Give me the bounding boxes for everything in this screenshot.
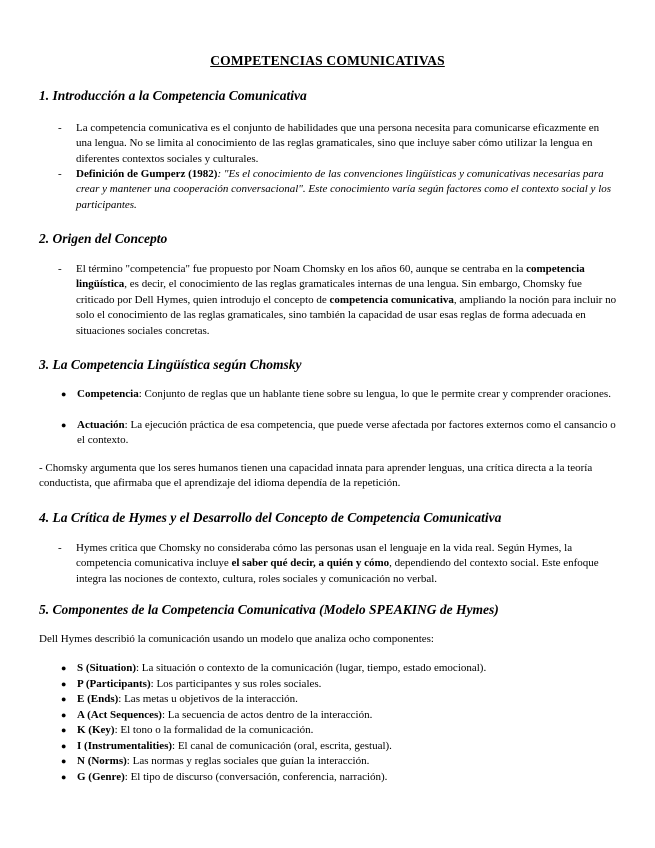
section-5-intro: Dell Hymes describió la comunicación usando un modelo que analiza ocho componentes: — [39, 633, 434, 645]
text-run: : La secuencia de actos dentro de la interacción. — [161, 709, 373, 721]
bold-term: I (Instrumentalities) — [77, 740, 173, 752]
section-2-heading: 2. Origen del Concepto — [39, 231, 168, 246]
document-title: COMPETENCIAS COMUNICATIVAS — [210, 53, 445, 68]
dash-marker: - — [58, 542, 62, 554]
text-run: : La ejecución práctica de esa competencia, que puede verse afectada por factores externos como el cansancio o el contexto. — [77, 419, 616, 447]
dash-marker: - — [58, 168, 62, 180]
bold-term: N (Norms) — [77, 755, 127, 767]
bold-term: P (Participants) — [77, 678, 151, 690]
section-1-item-2-text — [76, 167, 617, 213]
bold-term: Competencia — [77, 388, 139, 400]
bullet-marker: ● — [61, 389, 67, 399]
text-run: : El tono o la formalidad de la comunicación. — [114, 724, 314, 736]
section-3-note: - Chomsky argumenta que los seres humanos tienen una capacidad innata para aprender lenguas, una crítica directa a la teoría conductista, que afirmaba que el aprendizaje del idioma dependía de la repetición. — [39, 462, 593, 490]
speaking-item-text — [77, 754, 617, 769]
bold-term: E (Ends) — [77, 693, 119, 705]
section-2-item-1-text — [76, 262, 617, 339]
text-run: , es decir, el conocimiento de las reglas gramaticales internas de una lengua. Sin embargo, Chomsky fue criticado por Dell Hymes, quien introdujo el concepto de — [76, 278, 582, 306]
bullet-marker: ● — [61, 772, 67, 782]
speaking-item-text — [77, 661, 617, 676]
gumperz-definition-label: Definición de Gumperz (1982) — [76, 168, 218, 180]
section-3-bullet-1-text — [77, 387, 617, 402]
text-run: : La situación o contexto de la comunicación (lugar, tiempo, estado emocional). — [136, 662, 487, 674]
speaking-item-text — [77, 770, 617, 785]
text-run: Hymes critica que Chomsky no consideraba cómo las personas usan el lenguaje en la vida real. Según Hymes, la competencia comunicativa incluye — [76, 542, 573, 570]
text-run: : El tipo de discurso (conversación, conferencia, narración). — [124, 771, 388, 783]
text-run: : El canal de comunicación (oral, escrita, gestual). — [172, 740, 392, 752]
speaking-item-text — [77, 739, 617, 754]
section-3-heading: 3. La Competencia Lingüística según Chomsky — [39, 357, 302, 372]
dash-marker: - — [58, 122, 62, 134]
dash-marker: - — [58, 263, 62, 275]
section-4-heading: 4. La Crítica de Hymes y el Desarrollo del Concepto de Competencia Comunicativa — [39, 510, 502, 525]
bullet-marker: ● — [61, 663, 67, 673]
text-run: El término "competencia" fue propuesto por Noam Chomsky en los años 60, aunque se centraba en la — [76, 263, 527, 275]
section-5-heading: 5. Componentes de la Competencia Comunicativa (Modelo SPEAKING de Hymes) — [39, 602, 499, 617]
bold-term: competencia lingüística — [76, 263, 585, 291]
bullet-marker: ● — [61, 756, 67, 766]
bold-term: A (Act Sequences) — [77, 709, 162, 721]
text-run: , dependiendo del contexto social. Este enfoque integra las nociones de contexto, cultura, roles sociales y comunicación no verbal. — [76, 557, 599, 585]
text-run: : Conjunto de reglas que un hablante tiene sobre su lengua, lo que le permite crear y comprender oraciones. — [138, 388, 611, 400]
section-1-item-1-text: La competencia comunicativa es el conjunto de habilidades que una persona necesita para comunicarse eficazmente en una lengua. No se limita al conocimiento de las reglas gramaticales, sino que incluye saber cómo utilizar la lengua en diferentes contextos sociales y culturales. — [76, 122, 600, 165]
bold-term: S (Situation) — [77, 662, 136, 674]
section-3-bullet-2-text — [77, 418, 617, 449]
speaking-item-text — [77, 708, 617, 723]
bullet-marker: ● — [61, 710, 67, 720]
gumperz-definition-quote: : "Es el conocimiento de las convenciones lingüísticas y comunicativas necesarias para crear y mantener una cooperación conversacional". Este conocimiento varía según factores como el contexto social y los participantes. — [76, 168, 612, 211]
text-run: : Los participantes y sus roles sociales. — [150, 678, 322, 690]
bullet-marker: ● — [61, 741, 67, 751]
bold-term: K (Key) — [77, 724, 115, 736]
bold-term: competencia comunicativa — [329, 293, 454, 306]
bold-term: el saber qué decir, a quién y cómo — [231, 557, 390, 570]
text-run: : Las metas u objetivos de la interacción. — [118, 693, 298, 705]
section-1-heading: 1. Introducción a la Competencia Comunicativa — [39, 88, 307, 103]
bold-term: G (Genre) — [77, 771, 125, 783]
speaking-item-text — [77, 692, 617, 707]
section-4-item-1-text — [76, 541, 617, 587]
speaking-item-text — [77, 677, 617, 692]
speaking-item-text — [77, 723, 617, 738]
bold-term: Actuación — [77, 419, 125, 431]
bullet-marker: ● — [61, 694, 67, 704]
bullet-marker: ● — [61, 725, 67, 735]
bullet-marker: ● — [61, 679, 67, 689]
text-run: , ampliando la noción para incluir no solo el conocimiento de las reglas gramaticales, sino también la capacidad de usar esas reglas de forma adecuada en situaciones sociales concretas. — [76, 293, 617, 337]
text-run: : Las normas y reglas sociales que guían la interacción. — [126, 755, 370, 767]
bullet-marker: ● — [61, 420, 67, 430]
